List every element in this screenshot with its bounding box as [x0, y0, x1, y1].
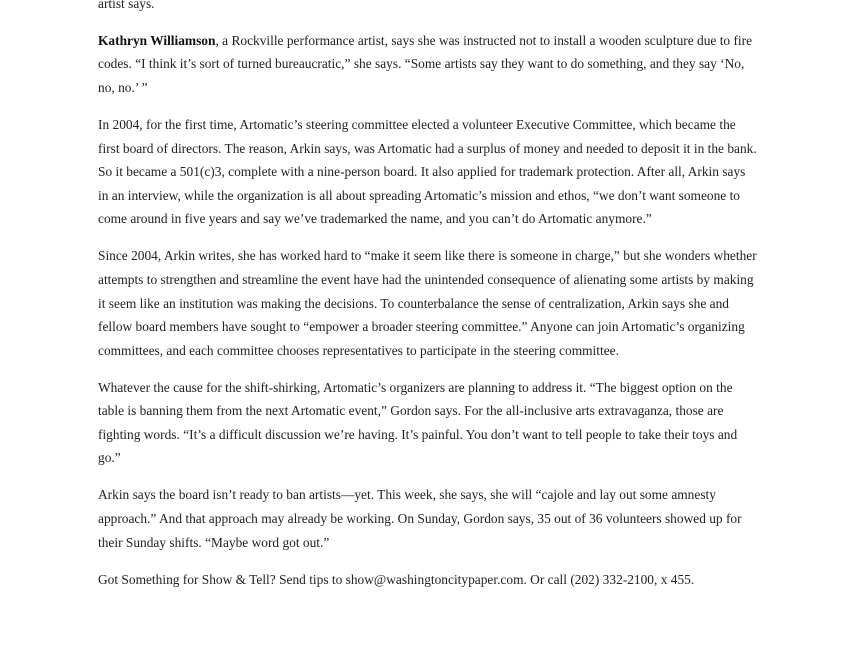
- paragraph-board-2004: In 2004, for the first time, Artomatic’s steering committee elected a volunteer Executive Committee, which became the first board of directors. The reason, Arkin says, was Artomatic had a surplus of money and needed to deposit it in the bank. So it became a 501(c)3, complete with a nine-person board. It also applied for trademark protection. After all, Arkin says in an interview, while the organization is all about spreading Artomatic’s mission and ethos, “we don’t want someone to come around in five years and say we’ve trademarked the name, and you can’t do Artomatic anymore.”: [98, 116, 757, 227]
- paragraph-text: , a Rockville performance artist, says she was instructed not to install a wooden sculpture due to fire codes. “I think it’s sort of turned bureaucratic,” she says. “Some artists say they want to do something, and they say ‘No, no, no.’ ”: [98, 32, 753, 95]
- paragraph-continuation: artist says.: [98, 0, 155, 11]
- paragraph-shift-shirking: Whatever the cause for the shift-shirking, Artomatic’s organizers are planning to address it. “The biggest option on the table is banning them from the next Artomatic event,” Gordon says. For the all-inclusive arts extravaganza, those are fighting words. “It’s a difficult discussion we’re having. It’s painful. You don’t want to tell people to take their toys and go.”: [98, 379, 738, 466]
- paragraph-tips-contact: Got Something for Show & Tell? Send tips to show@washingtoncitypaper.com. Or call (202) 332-2100, x 455.: [98, 571, 695, 587]
- paragraph-centralization: Since 2004, Arkin writes, she has worked hard to “make it seem like there is someone in charge,” but she wonders whether attempts to strengthen and streamline the event have had the unintended consequence of alienating some artists by making it seem like an institution was making the decisions. To counterbalance the sense of centralization, Arkin says she and fellow board members have sought to “empower a broader steering committee.” Anyone can join Artomatic’s organizing committees, and each committee chooses representatives to participate in the steering committee.: [98, 248, 757, 358]
- article-body: [98, 0, 758, 605]
- paragraph-amnesty: Arkin says the board isn’t ready to ban artists—yet. This week, she says, she will “cajole and lay out some amnesty approach.” And that approach may already be working. On Sunday, Gordon says, 35 out of 36 volunteers showed up for their Sunday shifts. “Maybe word got out.”: [98, 487, 742, 550]
- paragraph-williamson: [98, 29, 758, 100]
- person-name-bold: Kathryn Williamson: [98, 32, 216, 48]
